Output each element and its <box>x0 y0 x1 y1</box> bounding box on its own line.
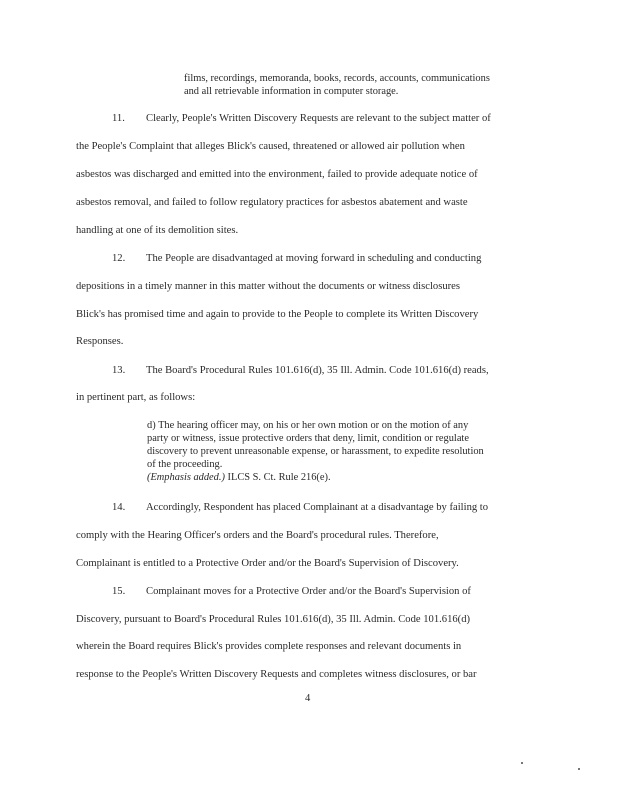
continuation-line: films, recordings, memoranda, books, records, accounts, communications <box>184 73 490 84</box>
page-number: 4 <box>305 693 311 704</box>
paragraph-number: 11. <box>112 113 125 124</box>
paragraph-line: response to the People's Written Discovery Requests and completes witness disclosures, or bar <box>76 669 477 680</box>
paragraph-line: Blick's has promised time and again to provide to the People to complete its Written Discovery <box>76 309 479 320</box>
citation-rule: ILCS S. Ct. Rule 216(e). <box>224 472 331 483</box>
paragraph-line: wherein the Board requires Blick's provides complete responses and relevant documents in <box>76 641 462 652</box>
paragraph-line: asbestos removal, and failed to follow regulatory practices for asbestos abatement and waste <box>76 197 468 208</box>
paragraph-line: The Board's Procedural Rules 101.616(d), 35 Ill. Admin. Code 101.616(d) reads, <box>146 365 489 376</box>
paragraph-line: handling at one of its demolition sites. <box>76 225 239 236</box>
paragraph-line: depositions in a timely manner in this matter without the documents or witness disclosures <box>76 281 460 292</box>
paragraph-line: Complainant is entitled to a Protective Order and/or the Board's Supervision of Discovery. <box>76 558 459 569</box>
paragraph-line: The People are disadvantaged at moving forward in scheduling and conducting <box>146 253 482 264</box>
paragraph-line: asbestos was discharged and emitted into the environment, failed to provide adequate notice of <box>76 169 478 180</box>
scan-speck <box>521 762 523 764</box>
paragraph-line: Accordingly, Respondent has placed Complainant at a disadvantage by failing to <box>146 502 489 513</box>
paragraph-line: Clearly, People's Written Discovery Requests are relevant to the subject matter of <box>146 113 491 124</box>
citation-emphasis: (Emphasis added.) <box>147 472 225 483</box>
block-quote-line: of the proceeding. <box>147 459 223 470</box>
scan-speck <box>578 768 580 770</box>
block-quote-citation <box>147 471 331 484</box>
paragraph-number: 13. <box>112 365 126 376</box>
block-quote-line: discovery to prevent unreasonable expense, or harassment, to expedite resolution <box>147 446 484 457</box>
continuation-line: and all retrievable information in computer storage. <box>184 86 399 97</box>
paragraph-line: comply with the Hearing Officer's orders and the Board's procedural rules. Therefore, <box>76 530 439 541</box>
paragraph-line: Complainant moves for a Protective Order and/or the Board's Supervision of <box>146 586 471 597</box>
paragraph-number: 14. <box>112 502 126 513</box>
paragraph-line: in pertinent part, as follows: <box>76 392 196 403</box>
block-quote-line: party or witness, issue protective orders that deny, limit, condition or regulate <box>147 433 469 444</box>
paragraph-number: 15. <box>112 586 126 597</box>
paragraph-line: Discovery, pursuant to Board's Procedural Rules 101.616(d), 35 Ill. Admin. Code 101.616(d) <box>76 614 471 625</box>
block-quote-line: d) The hearing officer may, on his or her own motion or on the motion of any <box>147 420 469 431</box>
paragraph-number: 12. <box>112 253 126 264</box>
paragraph-line: the People's Complaint that alleges Blick's caused, threatened or allowed air pollution when <box>76 141 465 152</box>
paragraph-line: Responses. <box>76 336 124 347</box>
